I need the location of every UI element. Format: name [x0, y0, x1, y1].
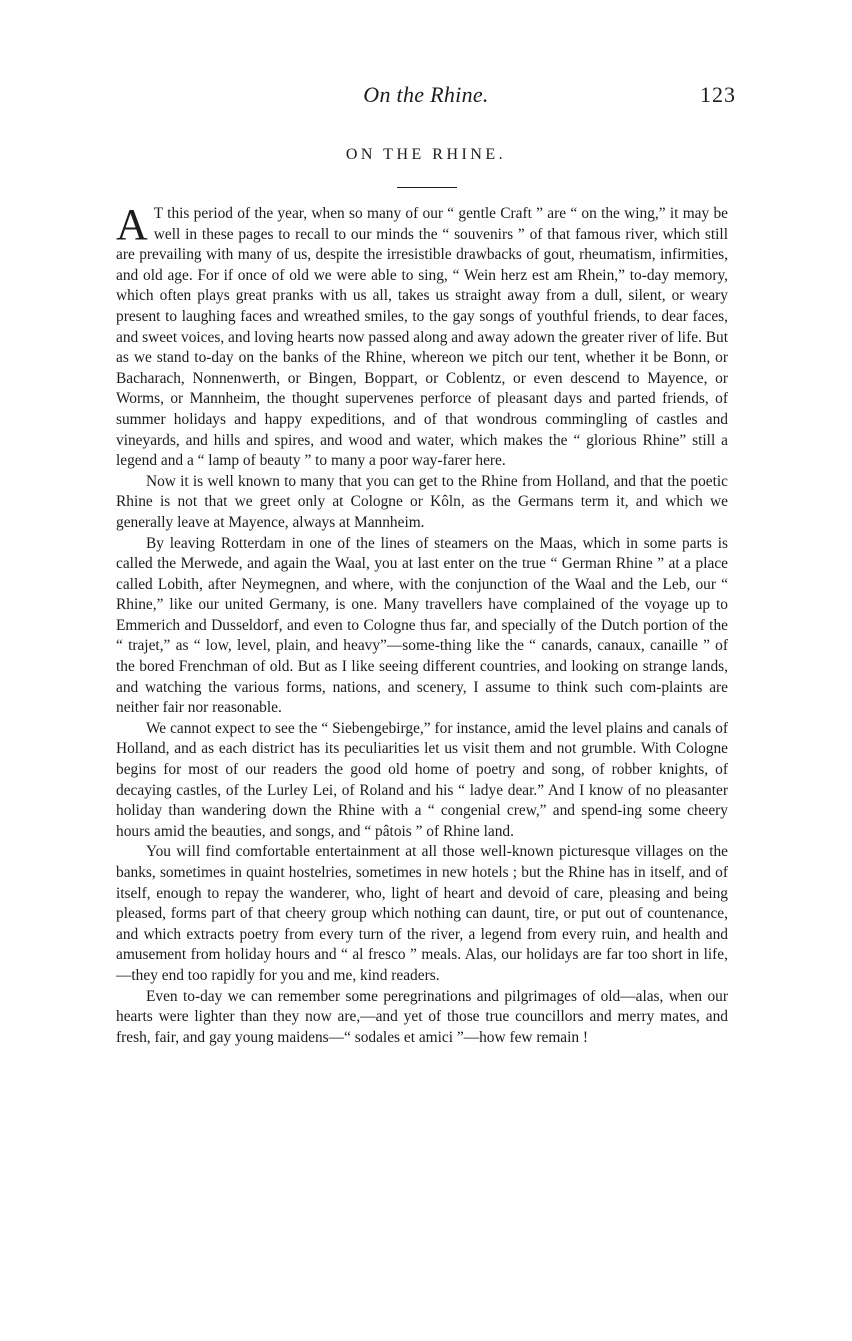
paragraph-4: We cannot expect to see the “ Siebengebirge,” for instance, amid the level plains and canals of Holland, and as each district has its peculiarities let us visit them and not grumble. With Cologne begins for most of our readers the good old home of poetry and song, of robber knights, of decaying castles, of the Lurley Lei, of Roland and his “ ladye dear.” And I know of no pleasanter holiday than wandering down the Rhine with a “ congenial crew,” and spend-ing some cheery hours amid the beauties, and songs, and “ pâtois ” of Rhine land.: [116, 719, 728, 840]
running-header: [116, 80, 736, 114]
paragraph-6: Even to-day we can remember some peregrinations and pilgrimages of old—alas, when our hearts were lighter than they now are,—and yet of those true councillors and merry mates, and fresh, fair, and gay young maidens—“ sodales et amici ”—how few remain !: [116, 987, 728, 1046]
paragraph-2: Now it is well known to many that you can get to the Rhine from Holland, and that the poetic Rhine is not that we greet only at Cologne or Kôln, as the Germans term it, and which we generally leave at Mayence, always at Mannheim.: [116, 472, 728, 531]
running-title: On the Rhine.: [363, 82, 489, 107]
article-body: [116, 200, 728, 1048]
paragraph-5: You will find comfortable entertainment at all those well-known picturesque villages on the banks, sometimes in quaint hostelries, sometimes in new hotels ; but the Rhine has in itself, and of itself, enough to repay the wanderer, who, light of heart and devoid of care, pleasing and being pleased, forms part of that cheery group which nothing can daunt, tire, or put out of countenance, and which extracts poetry from every turn of the river, a legend from every ruin, and health and amusement from holiday hours and “ al fresco ” meals. Alas, our holidays are far too short in life,—they end too rapidly for you and me, kind readers.: [116, 843, 728, 984]
paragraph-1-text: T this period of the year, when so many of our “ gentle Craft ” are “ on the wing,” it may be well in these pages to recall to our minds the “ souvenirs ” of that famous river, which still are prevailing with many of us, despite the irresistible drawbacks of gout, rheumatism, infirmities, and old age. For if once of old we were able to sing, “ Wein herz est am Rhein,” to-day memory, which often plays great pranks with us all, takes us straight away from a dull, silent, or weary present to laughing faces and wreathed smiles, to the gay songs of youthful friends, to dear faces, and sweet voices, and loving hearts now passed along and away adown the greater river of life. But as we stand to-day on the banks of the Rhine, whereon we pitch our tent, whether it be Bonn, or Bacharach, Nonnenwerth, or Bingen, Boppart, or Coblentz, or even descend to Mayence, or Worms, or Mannheim, the thought supervenes perforce of pleasant days and parted friends, of summer holidays and happy expeditions, and of that wondrous commingling of castles and vineyards, and hills and spires, and wood and water, which makes the “ glorious Rhine” still a legend and a “ lamp of beauty ” to many a poor way-farer here.: [116, 205, 728, 470]
drop-cap: A: [116, 200, 148, 249]
page-number: 123: [700, 82, 736, 107]
paragraph-3: By leaving Rotterdam in one of the lines of steamers on the Maas, which in some parts is called the Merwede, and again the Waal, you at last enter on the true “ German Rhine ” at a place called Lobith, after Neymegnen, and where, with the conjunction of the Waal and the Leb, our “ Rhine,” like our united Germany, is one. Many travellers have complained of the voyage up to Emmerich and Dusseldorf, and even to Cologne thus far, and specially of the Dutch portion of the “ trajet,” as “ low, level, plain, and heavy”—some-thing like the “ canards, canaux, canaille ” of the bored Frenchman of old. But as I like seeing different countries, and looking on strange lands, and watching the various forms, nations, and scenery, I assume to think such com-plaints are neither fair nor reasonable.: [116, 534, 728, 717]
paragraph-1: [116, 200, 728, 472]
title-divider: [397, 187, 457, 188]
article-title: ON THE RHINE.: [345, 146, 507, 163]
